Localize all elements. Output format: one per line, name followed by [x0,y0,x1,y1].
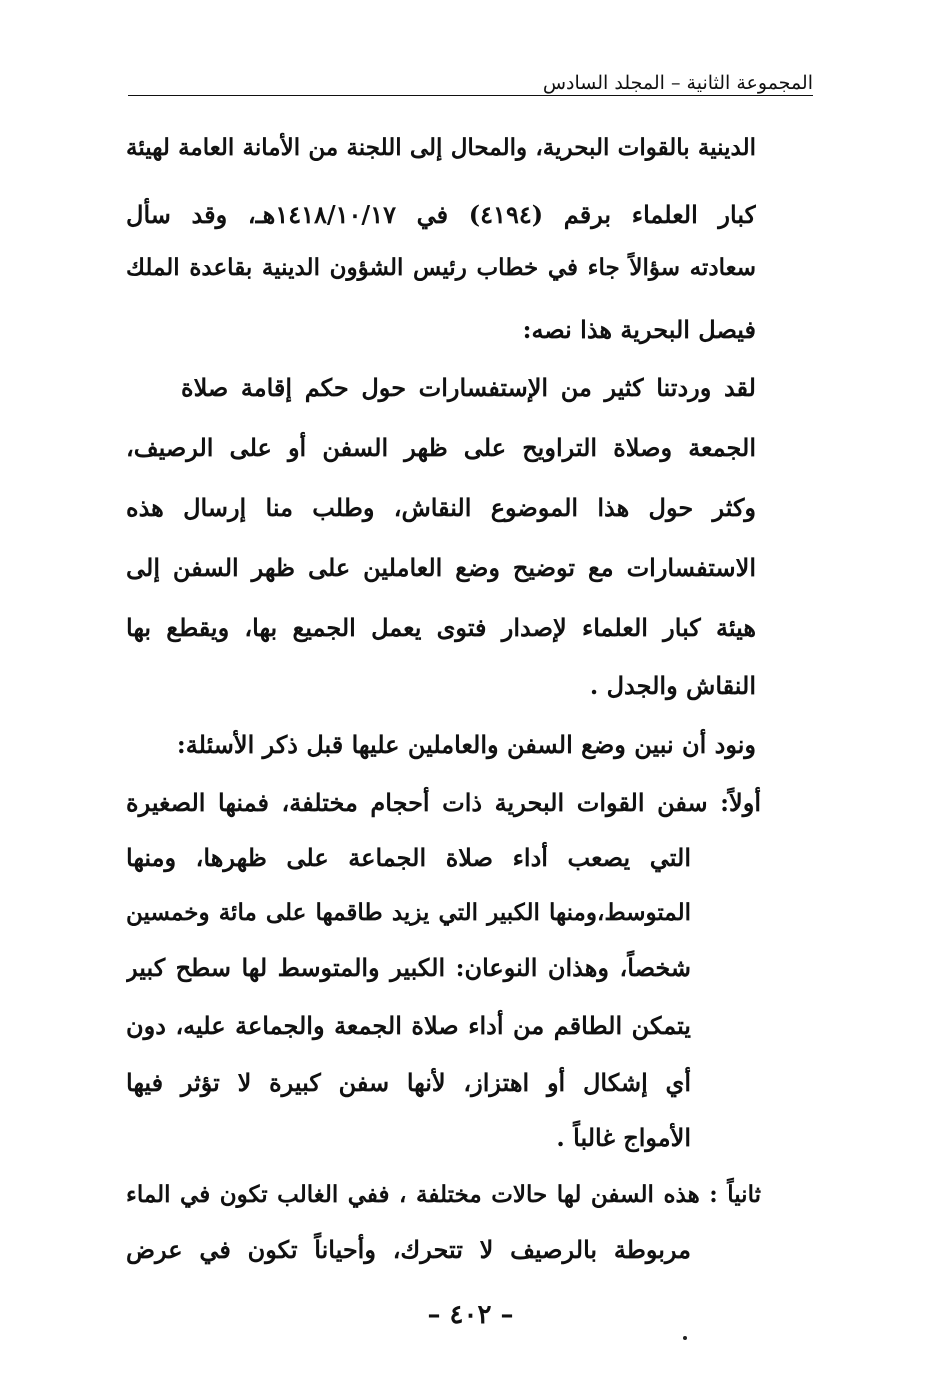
list-item-line: يتمكن الطاقم من أداء صلاة الجمعة والجماعة عليه، دون [126,1011,691,1040]
text-line: لقد وردتنا كثير من الإستفسارات حول حكم إقامة صلاة [181,373,756,402]
page-number: – ٤٠٢ – [427,1300,514,1330]
text-line: كبار العلماء برقم (٤١٩٤) في ١٤١٨/١٠/١٧هـ، وقد سأل [126,200,756,229]
list-item-line: التي يصعب أداء صلاة الجماعة على ظهرها، ومنها [126,843,691,872]
text-line: ونود أن نبين وضع السفن والعاملين عليها قبل ذكر الأسئلة: [176,730,756,759]
text-line: سعادته سؤالاً جاء في خطاب رئيس الشؤون الدينية بقاعدة الملك [126,254,756,281]
header-rule [128,95,813,96]
text-line: الاستفسارات مع توضيح وضع العاملين على ظهر السفن إلى [126,553,756,582]
list-item-line: مربوطة بالرصيف لا تتحرك، وأحياناً تكون في عرض [126,1235,691,1264]
list-item-line: ثانياً : هذه السفن لها حالات مختلفة ، ففي الغالب تكون في الماء [126,1181,761,1208]
list-item-line: شخصاً، وهذان النوعان: الكبير والمتوسط لها سطح كبير [126,953,691,982]
text-line: الجمعة وصلاة التراويح على ظهر السفن أو على الرصيف، [126,433,756,462]
text-line: الدينية بالقوات البحرية، والمحال إلى اللجنة من الأمانة العامة لهيئة [126,134,756,161]
header-title: المجموعة الثانية – المجلد السادس [535,72,813,94]
running-header [128,70,813,106]
list-item-line: الأمواج غالباً . [556,1123,691,1152]
list-item-line: أولاً: سفن القوات البحرية ذات أحجام مختلفة، فمنها الصغيرة [126,788,761,817]
list-item-line: المتوسط،ومنها الكبير التي يزيد طاقمها على مائة وخمسين [126,899,691,926]
text-line: النقاش والجدل . [589,671,756,700]
text-line: هيئة كبار العلماء لإصدار فتوى يعمل الجميع بها، ويقطع بها [126,613,756,642]
text-line: فيصل البحرية هذا نصه: [522,315,756,344]
list-item-line: أي إشكال أو اهتزاز، لأنها سفن كبيرة لا تؤثر فيها [126,1068,691,1097]
text-line: وكثر حول هذا الموضوع النقاش، وطلب منا إرسال هذه [126,493,756,522]
scan-speck [683,1336,687,1340]
